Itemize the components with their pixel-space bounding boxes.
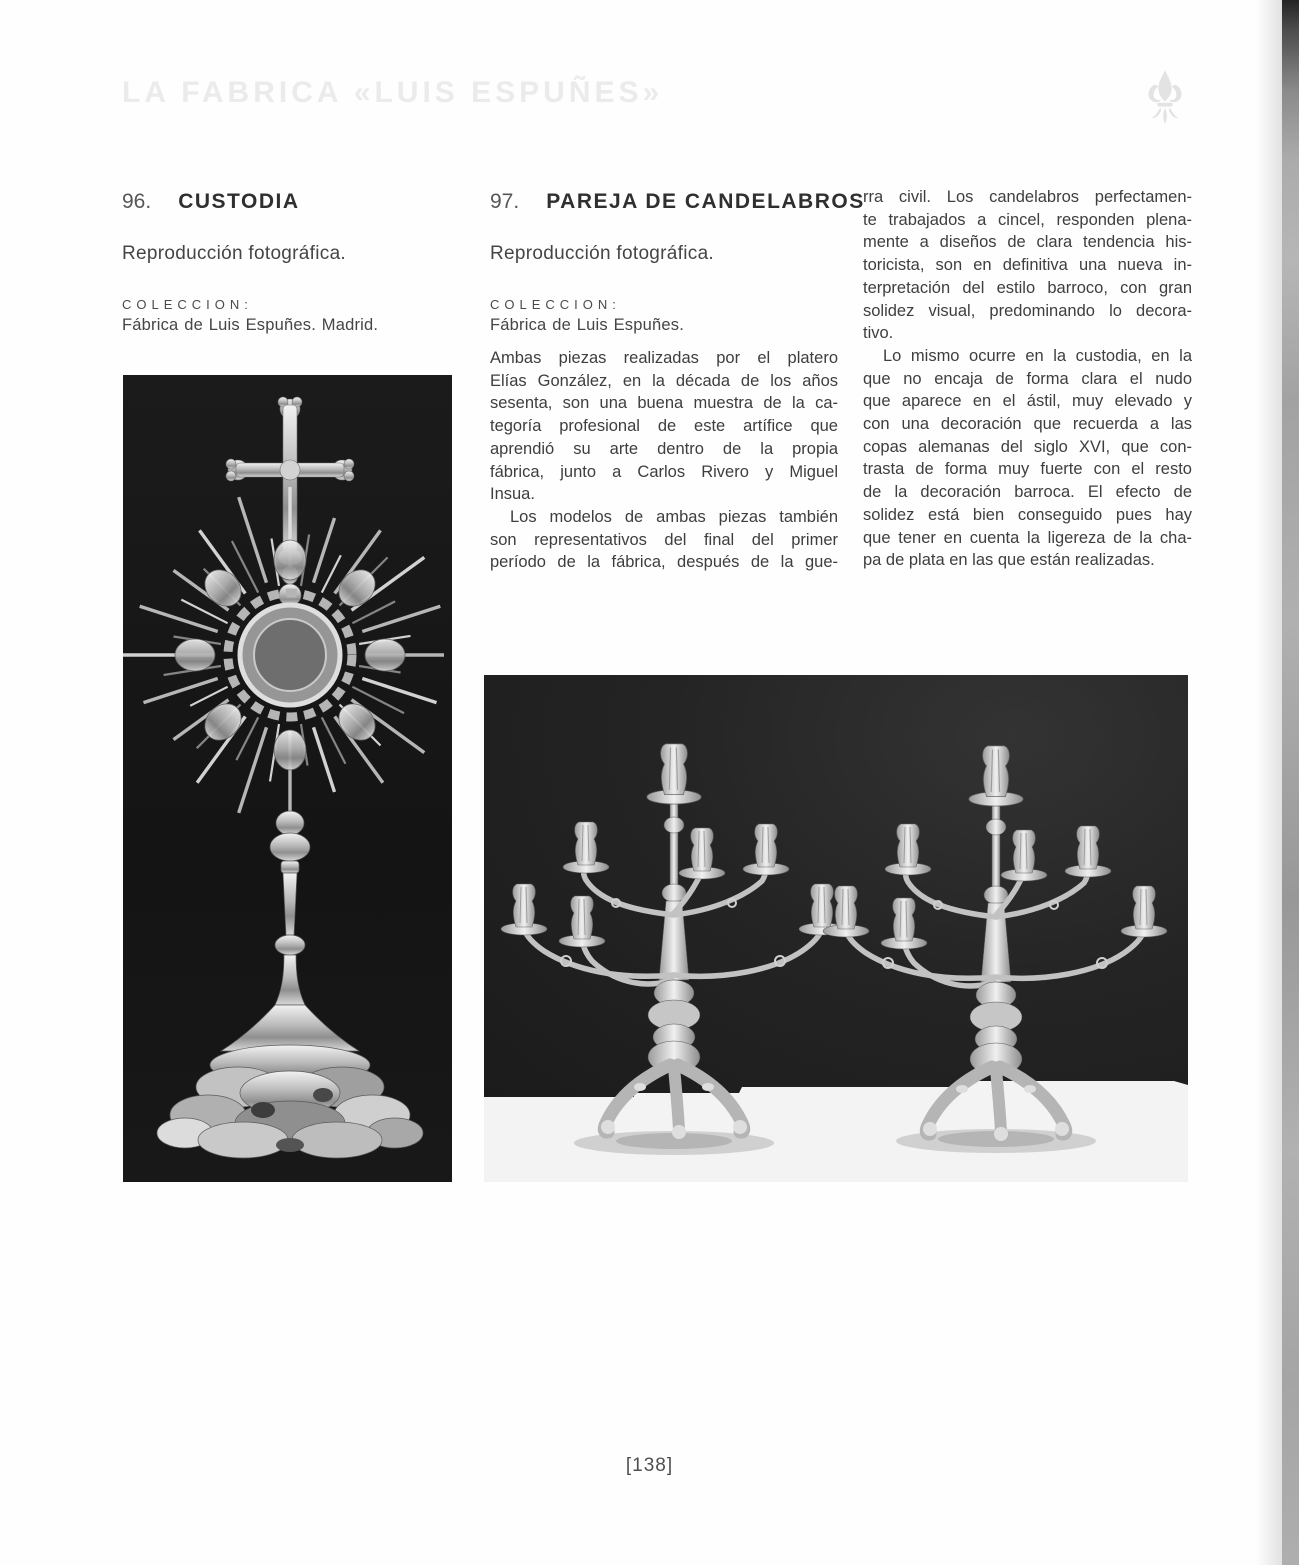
entry-96-title: CUSTODIA — [178, 190, 300, 213]
body-text-line: tegoría profesional de este artífice que — [490, 417, 838, 436]
body-text-line: fábrica, junto a Carlos Rivero y Miguel — [490, 462, 838, 481]
entry-96-medium: Reproducción fotográfica. — [122, 243, 347, 264]
body-text-line: que tener en cuenta la ligereza de la cha- — [863, 528, 1192, 547]
entry-97-title: PAREJA DE CANDELABROS — [546, 190, 865, 213]
body-text-line: terpretación del estilo barroco, con gran — [863, 278, 1192, 297]
body-text-line: mente a diseños de clara tendencia his- — [863, 233, 1192, 252]
body-text-line: Insua. — [490, 485, 535, 504]
body-text-line: Los modelos de ambas piezas también — [510, 507, 838, 526]
fleur-de-lis-icon — [1146, 68, 1184, 126]
body-text-line: rra civil. Los candelabros perfectamen- — [863, 188, 1192, 206]
entry-97-continuation-column — [863, 186, 1192, 572]
body-text-line: que aparece en el ástil, muy elevado y — [863, 392, 1192, 411]
body-text-line: trasta de forma muy fuerte con el resto — [863, 460, 1192, 479]
body-text-line: sesenta, son una buena muestra de la ca- — [490, 394, 838, 413]
body-text-line: te trabajados a cincel, responden plena- — [863, 210, 1192, 229]
body-text-line: copas alemanas del siglo XVI, que con- — [863, 437, 1192, 456]
entry-97-body-text-continued — [863, 186, 1192, 572]
body-text-line: pa de plata en las que están realizadas. — [863, 551, 1155, 570]
body-text-line: son representativos del final del primer — [490, 530, 838, 549]
custodia-photo — [123, 375, 452, 1182]
body-text-line: Elías González, en la década de los años — [490, 371, 838, 390]
body-text-line: Ambas piezas realizadas por el platero — [490, 349, 838, 367]
entry-97-heading — [490, 190, 865, 214]
body-text-line: solidez está bien conseguido pues hay — [863, 505, 1192, 524]
body-text-line: que no encaja de forma clara el nudo — [863, 369, 1192, 388]
body-text-line: tivo. — [863, 324, 894, 343]
body-text-line: período de la fábrica, después de la gue- — [490, 553, 838, 572]
entry-97-collection-label: COLECCION: — [490, 297, 621, 312]
entry-96-collection-label: COLECCION: — [122, 297, 253, 312]
page-header-title: LA FABRICA «LUIS ESPUÑES» — [122, 76, 664, 109]
scan-edge-shadow — [1282, 0, 1299, 1565]
sunburst-center — [175, 540, 405, 770]
body-text-line: de la decoración barroca. El efecto de — [863, 483, 1192, 502]
body-text-line: Lo mismo ocurre en la custodia, en la — [883, 346, 1192, 365]
entry-96-collection-value: Fábrica de Luis Espuñes. Madrid. — [122, 316, 379, 334]
scan-edge-fade — [1256, 0, 1282, 1565]
entry-96-number: 96. — [122, 190, 152, 213]
entry-97-collection-value: Fábrica de Luis Espuñes. — [490, 316, 684, 334]
entry-97-body-text — [490, 347, 838, 574]
entry-97-number: 97. — [490, 190, 520, 213]
entry-97-medium: Reproducción fotográfica. — [490, 243, 715, 264]
body-text-line: aprendió su arte dentro de la propia — [490, 439, 838, 458]
body-text-line: solidez visual, predominando lo decora- — [863, 301, 1192, 320]
body-text-line: toricista, son en definitiva una nueva in- — [863, 256, 1192, 275]
page-number: [138] — [625, 1455, 674, 1476]
candelabros-photo — [484, 675, 1188, 1182]
body-text-line: con una decoración que recuerda a las — [863, 415, 1192, 434]
entry-96-heading — [122, 190, 300, 214]
